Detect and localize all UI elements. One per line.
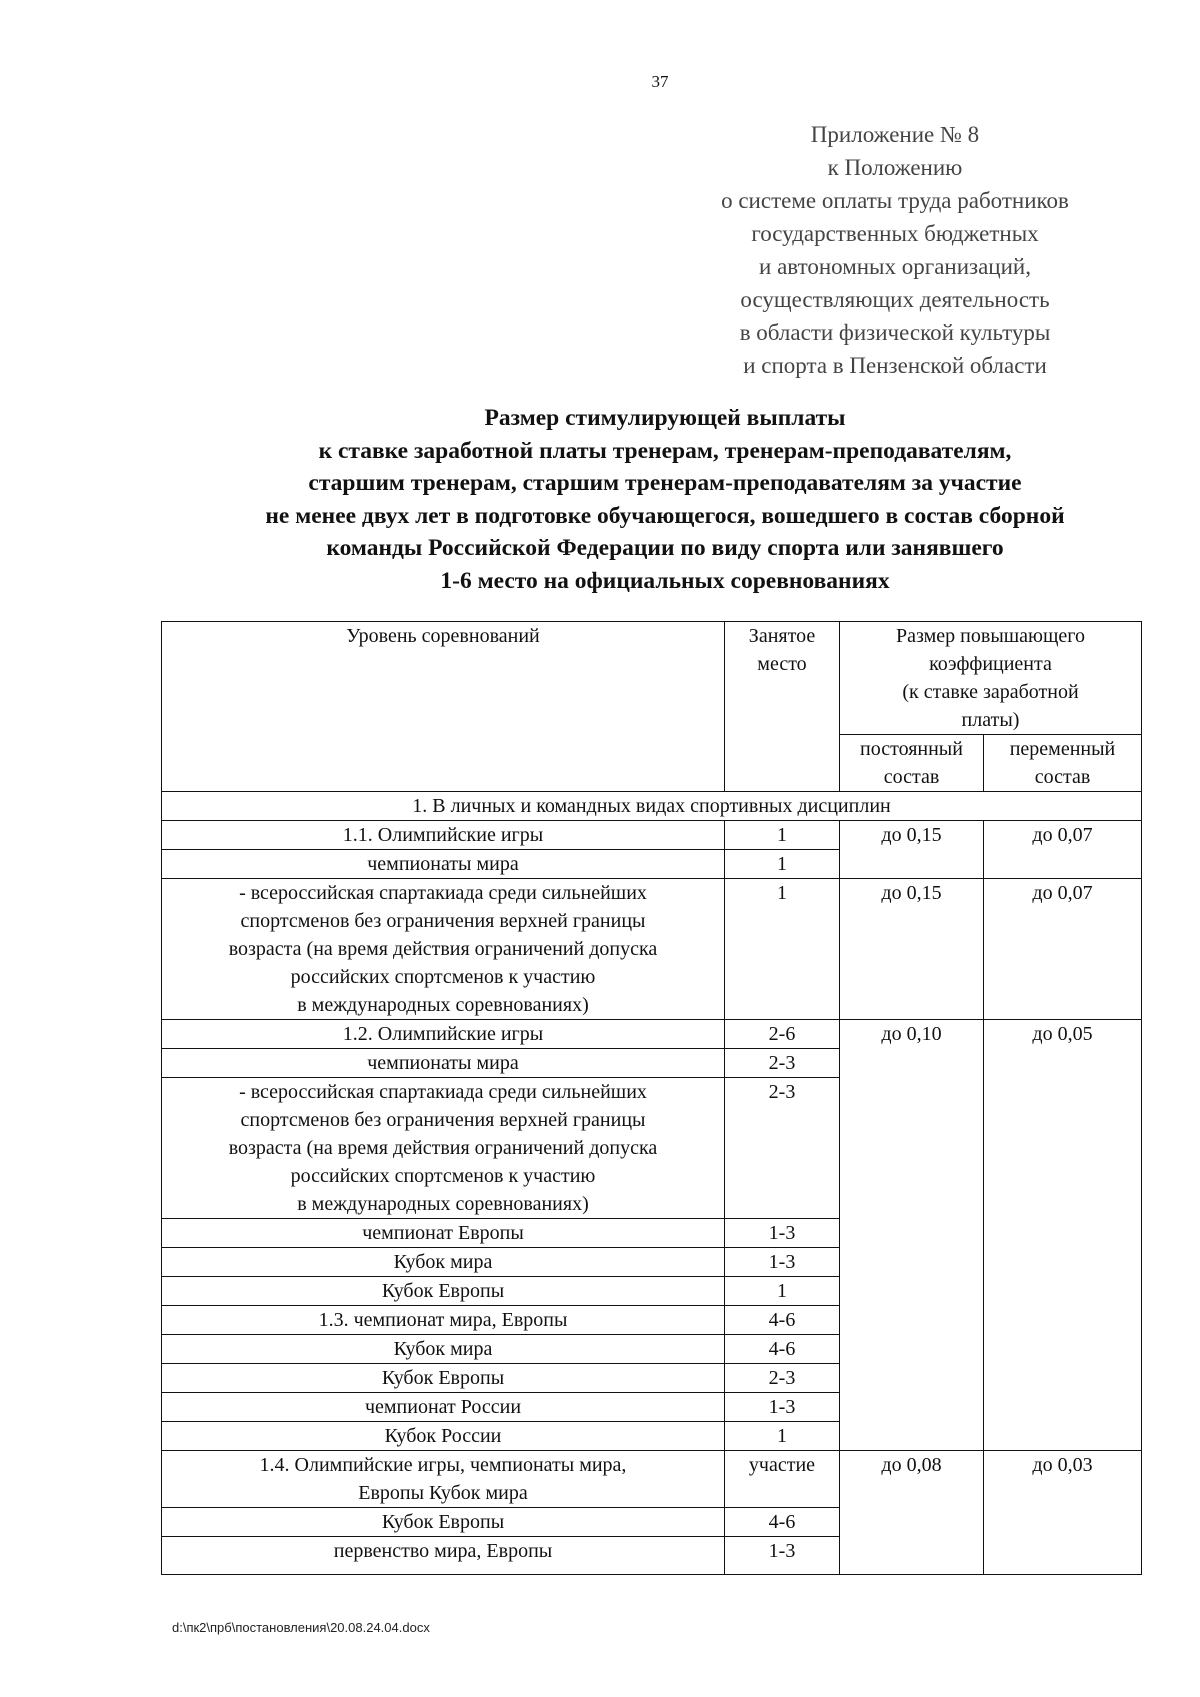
level-cell: чемпионат России — [162, 1393, 725, 1422]
place-cell: 1-3 — [725, 1537, 840, 1575]
level-cell: Кубок мира — [162, 1335, 725, 1364]
level-cell: первенство мира, Европы — [162, 1537, 725, 1575]
place-cell: 1-3 — [725, 1248, 840, 1277]
level-cell: Кубок Европы — [162, 1277, 725, 1306]
permanent-cell: до 0,15 — [840, 821, 984, 879]
file-path-footer: d:\пк2\прб\постановления\20.08.24.04.docx — [172, 1620, 430, 1635]
level-cell: чемпионаты мира — [162, 1049, 725, 1078]
header-coefficient: Размер повышающего коэффициента (к ставке заработной платы) — [840, 622, 1142, 735]
level-cell: Кубок мира — [162, 1248, 725, 1277]
level-cell: - всероссийская спартакиада среди сильнейших спортсменов без ограничения верхней границы возраста (на время действия ограничений допуска российских спортсменов к участию в международных соревнованиях) — [162, 879, 725, 1020]
appendix-line: осуществляющих деятельность — [740, 287, 1050, 312]
place-cell: 1 — [725, 1422, 840, 1451]
place-cell: 4-6 — [725, 1508, 840, 1537]
place-cell: 2-6 — [725, 1020, 840, 1049]
place-cell: 2-3 — [725, 1364, 840, 1393]
level-cell: 1.4. Олимпийские игры, чемпионаты мира, Европы Кубок мира — [162, 1451, 725, 1508]
level-cell: Кубок Европы — [162, 1508, 725, 1537]
appendix-line: и спорта в Пензенской области — [743, 353, 1047, 378]
document-title — [130, 402, 1200, 597]
table-row — [162, 1020, 1142, 1049]
header-place: Занятое место — [725, 622, 840, 792]
page-number: 37 — [651, 72, 669, 91]
appendix-line: в области физической культуры — [739, 320, 1051, 345]
appendix-header — [650, 118, 1140, 382]
level-cell: чемпионат Европы — [162, 1219, 725, 1248]
appendix-line: государственных бюджетных — [751, 221, 1039, 246]
place-cell: 2-3 — [725, 1049, 840, 1078]
title-line: к ставке заработной платы тренерам, тренерам-преподавателям, — [318, 437, 1012, 464]
appendix-line: и автономных организаций, — [759, 254, 1031, 279]
title-line: старшим тренерам, старшим тренерам-преподавателям за участие — [308, 470, 1022, 496]
place-cell: 1 — [725, 1277, 840, 1306]
permanent-cell: до 0,10 — [840, 1020, 984, 1451]
appendix-line: Приложение № 8 — [810, 122, 980, 147]
appendix-line: о системе оплаты труда работников — [721, 188, 1069, 213]
header-permanent: постоянный состав — [840, 735, 984, 792]
place-cell: 1 — [725, 821, 840, 850]
place-cell: 1-3 — [725, 1219, 840, 1248]
level-cell: - всероссийская спартакиада среди сильнейших спортсменов без ограничения верхней границы возраста (на время действия ограничений допуска российских спортсменов к участию в международных соревнованиях) — [162, 1078, 725, 1219]
permanent-cell: до 0,15 — [840, 879, 984, 1020]
section-row — [162, 792, 1142, 821]
place-cell: участие — [725, 1451, 840, 1508]
level-cell: Кубок Европы — [162, 1364, 725, 1393]
title-line: 1-6 место на официальных соревнованиях — [440, 567, 890, 594]
place-cell: 1 — [725, 850, 840, 879]
place-cell: 2-3 — [725, 1078, 840, 1219]
level-cell: Кубок России — [162, 1422, 725, 1451]
title-line: команды Российской Федерации по виду спорта или занявшего — [326, 535, 1004, 561]
permanent-cell: до 0,08 — [840, 1451, 984, 1575]
level-cell: 1.1. Олимпийские игры — [162, 821, 725, 850]
variable-cell: до 0,05 — [984, 1020, 1142, 1451]
title-line: не менее двух лет в подготовке обучающегося, вошедшего в состав сборной — [265, 502, 1065, 529]
title-line: Размер стимулирующей выплаты — [484, 405, 846, 431]
variable-cell: до 0,07 — [984, 821, 1142, 879]
variable-cell: до 0,03 — [984, 1451, 1142, 1575]
section-heading: 1. В личных и командных видах спортивных дисциплин — [162, 792, 1142, 821]
place-cell: 4-6 — [725, 1306, 840, 1335]
variable-cell: до 0,07 — [984, 879, 1142, 1020]
level-cell: чемпионаты мира — [162, 850, 725, 879]
level-cell: 1.2. Олимпийские игры — [162, 1020, 725, 1049]
table-row — [162, 821, 1142, 850]
appendix-line: к Положению — [827, 155, 963, 180]
place-cell: 4-6 — [725, 1335, 840, 1364]
header-level: Уровень соревнований — [162, 622, 725, 792]
coefficient-table — [161, 621, 1142, 1575]
table-row — [162, 879, 1142, 1020]
table-row — [162, 1451, 1142, 1508]
place-cell: 1-3 — [725, 1393, 840, 1422]
table-header-row — [162, 622, 1142, 735]
header-variable: переменный состав — [984, 735, 1142, 792]
place-cell: 1 — [725, 879, 840, 1020]
level-cell: 1.3. чемпионат мира, Европы — [162, 1306, 725, 1335]
